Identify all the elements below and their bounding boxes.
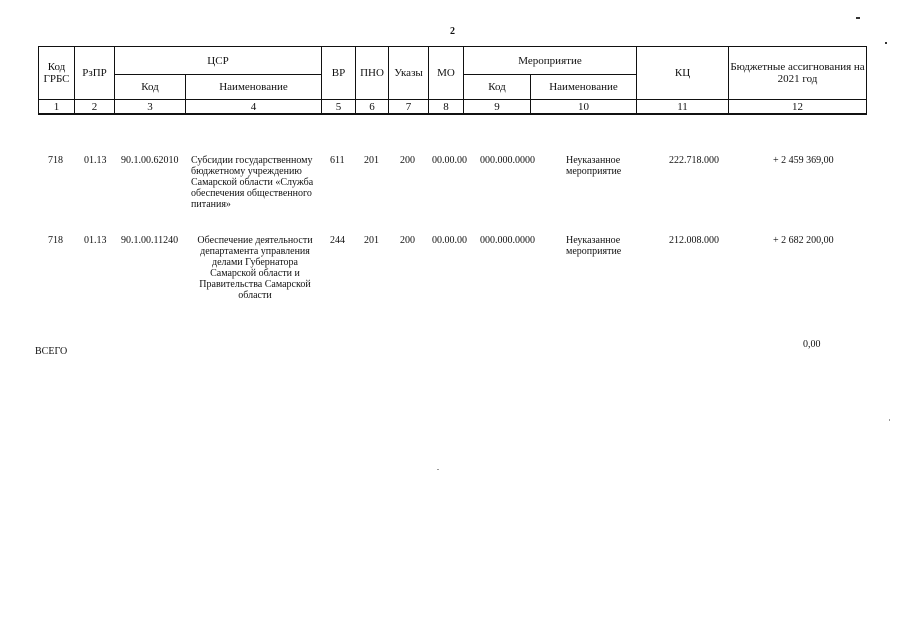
header-csr-name: Наименование [186, 75, 322, 100]
row-pno: 201 [364, 155, 379, 166]
header-csr-code: Код [115, 75, 186, 100]
row-grbs: 718 [48, 235, 63, 246]
row-ukazy: 200 [400, 235, 415, 246]
row-kc: 212.008.000 [669, 235, 719, 246]
scan-speck [885, 42, 887, 44]
column-number: 5 [322, 100, 356, 115]
column-number: 12 [729, 100, 867, 115]
header-rzpr: РзПР [75, 47, 115, 100]
header-csr: ЦСР [115, 47, 322, 75]
column-number: 9 [464, 100, 531, 115]
column-number: 2 [75, 100, 115, 115]
header-pno: ПНО [356, 47, 389, 100]
header-budget: Бюджетные ассигнования на 2021 год [729, 47, 867, 100]
row-csr-code: 90.1.00.11240 [121, 235, 179, 246]
column-number: 6 [356, 100, 389, 115]
header-grbs: Код ГРБС [39, 47, 75, 100]
column-number: 4 [186, 100, 322, 115]
row-event-code: 000.000.0000 [480, 155, 535, 166]
header-event: Мероприятие [464, 47, 637, 75]
row-vr: 244 [330, 235, 345, 246]
row-amount: + 2 459 369,00 [773, 155, 834, 166]
row-ukazy: 200 [400, 155, 415, 166]
page-number: 2 [450, 26, 455, 37]
row-csr-name: Субсидии государственному бюджетному учреждению Самарской области «Служба обеспечения общественного питания» [191, 155, 314, 210]
header-mo: МО [429, 47, 464, 100]
row-mo: 00.00.00 [432, 235, 467, 246]
header-ukazy: Указы [389, 47, 429, 100]
column-number: 8 [429, 100, 464, 115]
scan-speck [856, 17, 860, 19]
row-amount: + 2 682 200,00 [773, 235, 834, 246]
column-number: 3 [115, 100, 186, 115]
column-number: 10 [531, 100, 637, 115]
scan-speck [437, 469, 439, 470]
column-number: 11 [637, 100, 729, 115]
row-csr-code: 90.1.00.62010 [121, 155, 179, 166]
header-vr: ВР [322, 47, 356, 100]
row-kc: 222.718.000 [669, 155, 719, 166]
row-vr: 611 [330, 155, 345, 166]
row-mo: 00.00.00 [432, 155, 467, 166]
table-header [38, 46, 867, 115]
header-kc: КЦ [637, 47, 729, 100]
row-event-code: 000.000.0000 [480, 235, 535, 246]
scan-speck [889, 419, 890, 421]
row-rzpr: 01.13 [84, 155, 107, 166]
column-number: 7 [389, 100, 429, 115]
total-label: ВСЕГО [35, 346, 68, 357]
row-event-name: Неуказанное мероприятие [566, 235, 622, 257]
header-event-code: Код [464, 75, 531, 100]
row-grbs: 718 [48, 155, 63, 166]
total-value: 0,00 [803, 339, 821, 350]
header-event-name: Наименование [531, 75, 637, 100]
row-event-name: Неуказанное мероприятие [566, 155, 622, 177]
column-number: 1 [39, 100, 75, 115]
row-pno: 201 [364, 235, 379, 246]
row-csr-name: Обеспечение деятельности департамента управления делами Губернатора Самарской области и Правительства Самарской области [197, 235, 313, 301]
row-rzpr: 01.13 [84, 235, 107, 246]
